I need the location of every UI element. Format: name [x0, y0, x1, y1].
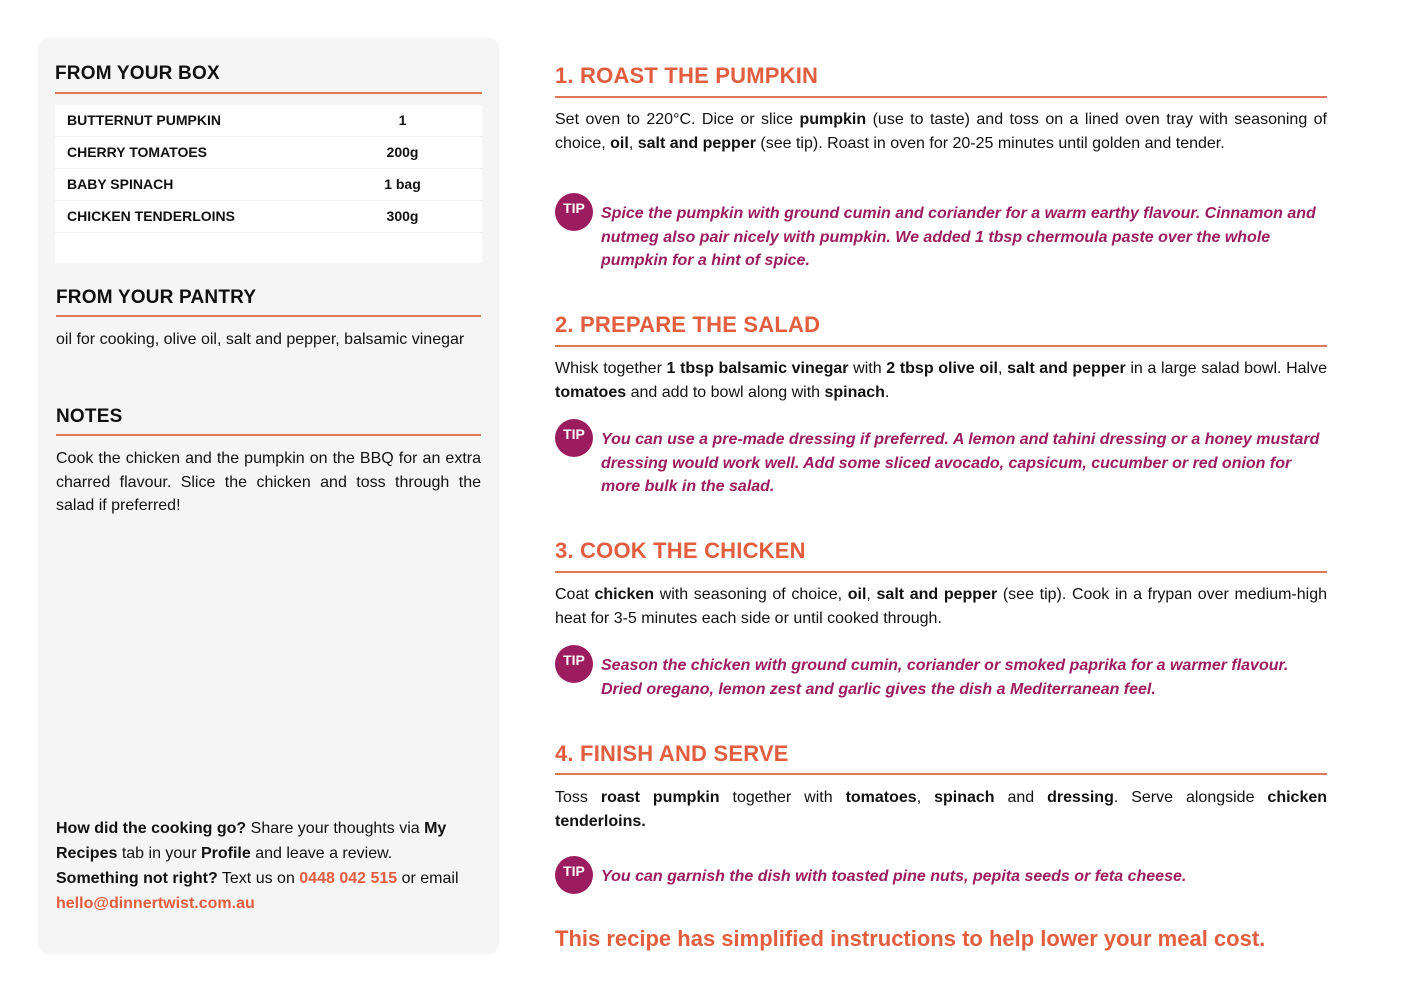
table-row — [55, 169, 482, 201]
bold-ingredient: pumpkin — [799, 111, 867, 128]
step-2-title: 2. PREPARE THE SALAD — [555, 312, 821, 337]
tip-badge: TIP — [555, 856, 593, 894]
email-link[interactable]: hello@dinnertwist.com.au — [56, 895, 255, 912]
tip-badge: TIP — [555, 645, 593, 683]
table-row — [55, 137, 482, 169]
ingredient-name: CHERRY TOMATOES — [67, 144, 208, 160]
bold-ingredient: salt and pepper — [876, 586, 998, 603]
step-text: (use to taste) and toss on a lined oven tray with seasoning of choice, — [555, 111, 1328, 152]
bold-ingredient: oil — [847, 586, 867, 603]
step-text: , — [866, 586, 877, 603]
my-recipes-label: My Recipes — [56, 820, 447, 862]
bold-ingredient: roast pumpkin — [600, 789, 720, 806]
notes-text: Cook the chicken and the pumpkin on the BBQ for an extra charred flavour. Slice the chicken and toss through the salad if preferred! — [56, 450, 481, 514]
step-text: with seasoning of choice, — [654, 586, 848, 603]
contact-text: tab in your — [117, 845, 201, 862]
pantry-text: oil for cooking, olive oil, salt and pepper, balsamic vinegar — [56, 331, 465, 348]
step-divider — [555, 96, 1327, 98]
bold-ingredient: chicken — [594, 586, 655, 603]
heading-divider — [56, 315, 481, 317]
from-your-box-heading: FROM YOUR BOX — [55, 63, 220, 84]
contact-text: and leave a review. — [250, 845, 393, 862]
bold-ingredient: spinach — [824, 383, 885, 401]
step-4-body — [555, 786, 1327, 833]
step-text: Coat — [555, 586, 595, 603]
step-text: , — [998, 360, 1008, 377]
ingredient-qty: 300g — [386, 208, 419, 224]
step-1-body — [555, 108, 1327, 155]
step-text: (see tip). Cook in a frypan over medium-high heat for 3-5 minutes each side or until cooked through. — [555, 586, 1328, 627]
bold-ingredient: 2 tbsp olive oil — [886, 360, 998, 377]
bold-ingredient: chicken tenderloins. — [555, 789, 1328, 830]
table-row — [55, 105, 482, 137]
step-4-title: 4. FINISH AND SERVE — [555, 741, 789, 766]
step-text: Set oven to 220°C. Dice or slice — [555, 111, 800, 128]
step-divider — [555, 571, 1327, 573]
step-text: . Serve alongside — [1113, 789, 1268, 806]
tip-badge: TIP — [555, 193, 593, 231]
step-3-body — [555, 583, 1327, 630]
step-divider — [555, 773, 1327, 775]
step-text: , — [628, 134, 638, 152]
bold-ingredient: salt and pepper — [637, 134, 756, 152]
bold-ingredient: tomatoes — [845, 789, 917, 806]
contact-text: Share your thoughts via — [246, 820, 425, 837]
step-text: together with — [719, 789, 846, 806]
problem-question: Something not right? — [56, 870, 218, 887]
feedback-contact — [56, 816, 481, 916]
step-divider — [555, 345, 1327, 347]
step-text: Whisk together — [555, 360, 667, 377]
feedback-question: How did the cooking go? — [56, 820, 247, 837]
bold-ingredient: spinach — [934, 789, 995, 806]
ingredient-name: BABY SPINACH — [67, 176, 174, 192]
step-text: . — [884, 383, 890, 401]
heading-divider — [56, 434, 481, 436]
step-text: , — [916, 789, 935, 806]
ingredient-qty: 1 bag — [384, 176, 421, 192]
from-your-pantry-heading: FROM YOUR PANTRY — [56, 287, 257, 308]
step-4-tip: You can garnish the dish with toasted pine nuts, pepita seeds or feta cheese. — [601, 868, 1187, 885]
ingredient-name: CHICKEN TENDERLOINS — [67, 208, 236, 224]
bold-ingredient: tomatoes — [555, 383, 627, 401]
step-text: and add to bowl along with — [626, 383, 825, 401]
step-text: with — [848, 360, 887, 377]
profile-label: Profile — [200, 845, 251, 862]
bold-ingredient: salt and pepper — [1007, 360, 1126, 377]
step-text: Toss — [555, 789, 601, 806]
step-3-tip: Season the chicken with ground cumin, coriander or smoked paprika for a warmer flavour. Dried oregano, lemon zest and garlic gives the dish a Mediterranean feel. — [601, 657, 1289, 698]
ingredient-qty: 1 — [398, 112, 407, 128]
bold-ingredient: oil — [610, 134, 629, 152]
tip-badge: TIP — [555, 419, 593, 457]
bold-ingredient: dressing — [1047, 789, 1114, 806]
ingredient-qty: 200g — [386, 144, 419, 160]
step-1-tip: Spice the pumpkin with ground cumin and coriander for a warm earthy flavour. Cinnamon and nutmeg also pair nicely with pumpkin. We added 1 tbsp chermoula paste over the whole pumpkin for a hint of spice. — [601, 205, 1316, 269]
ingredients-panel — [38, 38, 499, 954]
step-1-title: 1. ROAST THE PUMPKIN — [555, 63, 819, 88]
step-text: and — [994, 789, 1048, 806]
step-text: in a large salad bowl. Halve — [1125, 360, 1328, 377]
step-text: (see tip). Roast in oven for 20-25 minutes until golden and tender. — [755, 134, 1225, 152]
ingredients-table — [55, 105, 482, 263]
phone-link[interactable]: 0448 042 515 — [299, 870, 398, 887]
step-2-body — [555, 357, 1327, 404]
bold-ingredient: 1 tbsp balsamic vinegar — [666, 360, 849, 377]
ingredient-name: BUTTERNUT PUMPKIN — [67, 112, 221, 128]
contact-text: Text us on — [217, 870, 300, 887]
table-row — [55, 201, 482, 233]
step-3-title: 3. COOK THE CHICKEN — [555, 538, 806, 563]
contact-text: or email — [397, 870, 459, 887]
notes-heading: NOTES — [56, 406, 123, 427]
simplified-instructions-note: This recipe has simplified instructions to help lower your meal cost. — [555, 926, 1266, 951]
step-2-tip: You can use a pre-made dressing if preferred. A lemon and tahini dressing or a honey mustard dressing would work well. Add some sliced avocado, capsicum, cucumber or red onion for more bulk in the salad. — [601, 431, 1320, 495]
heading-divider — [55, 92, 482, 94]
